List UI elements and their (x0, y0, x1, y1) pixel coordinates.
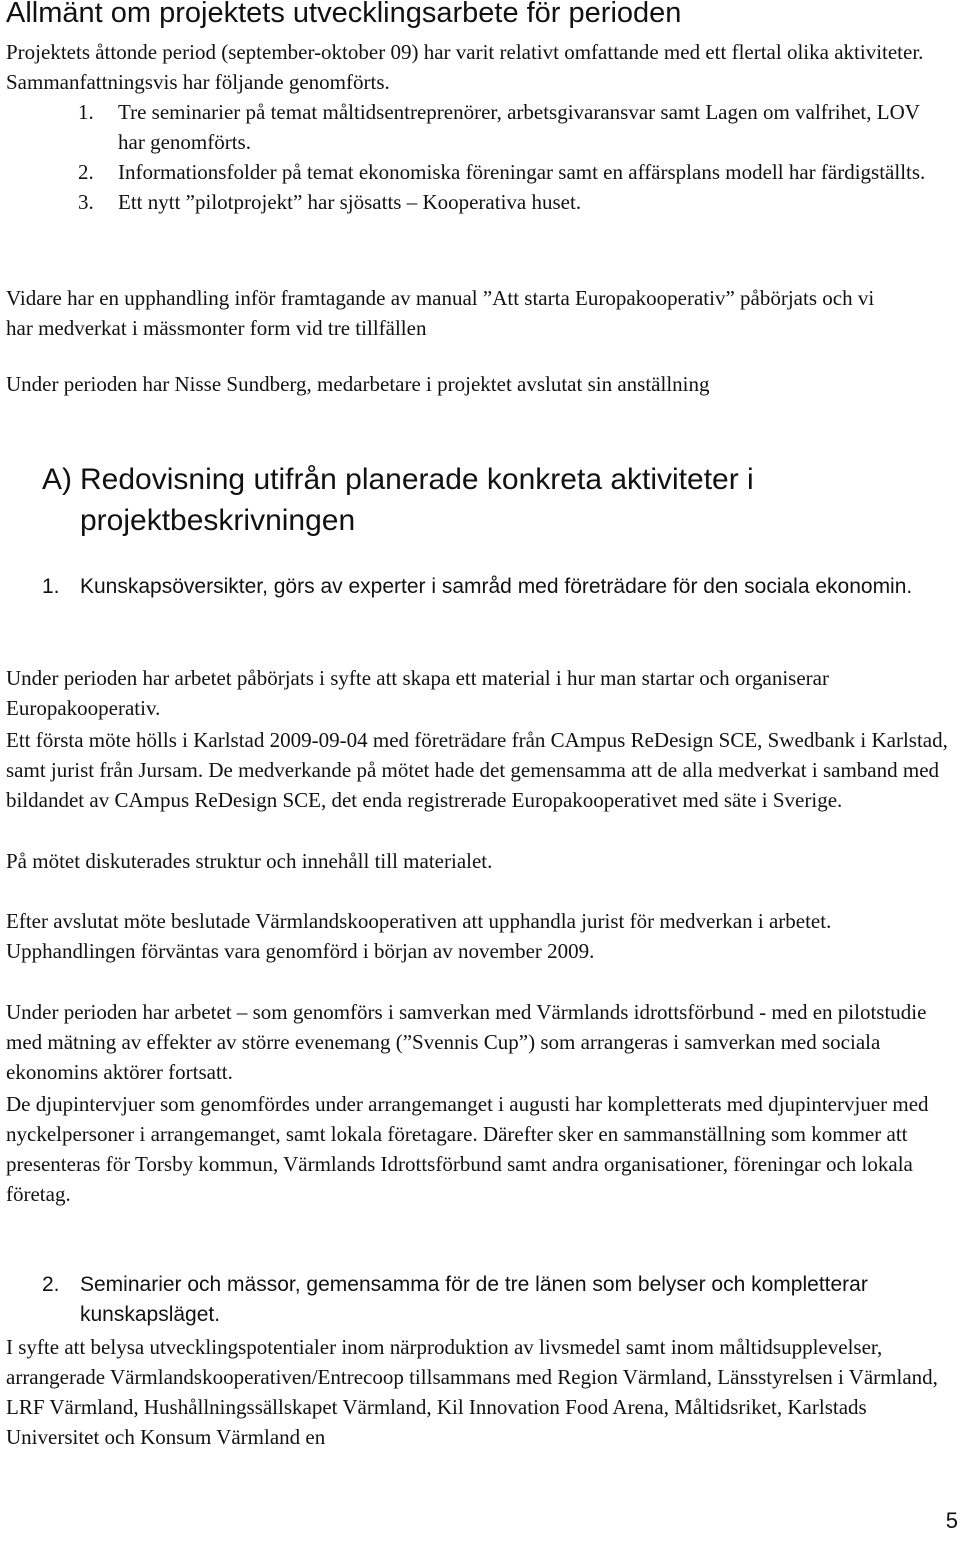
paragraph-djupintervjuer: De djupintervjuer som genomfördes under arrangemanget i augusti har kompletterats med djupintervjuer med nyckelpersoner i arrangemanget, samt lokala företagare. Därefter sker en sammanställning som kommer att presenteras för Torsby kommun, Värmlands Idrottsförbund samt andra organisationer, föreningar och lokala företag. (6, 1092, 929, 1206)
section-a-title: Redovisning utifrån planerade konkreta aktiviteter i projektbeskrivningen (80, 463, 754, 537)
list-item-text: Informationsfolder på temat ekonomiska föreningar samt en affärsplans modell har färdigställts. (118, 160, 926, 184)
paragraph-idrott: Under perioden har arbetet – som genomförs i samverkan med Värmlands idrottsförbund - med en pilotstudie med mätning av effekter av större evenemang (”Svennis Cup”) som arrangeras i samverkan med sociala ekonomins aktörer fortsatt. (6, 1000, 927, 1084)
list-item (6, 97, 951, 157)
list-item (6, 157, 951, 187)
subheading-1 (42, 572, 952, 602)
list-item-number: 2. (78, 160, 94, 184)
intro-paragraph: Projektets åttonde period (september-oktober 09) har varit relativt omfattande med ett flertal olika aktiviteter. Sammanfattningsvis har följande genomförts. (6, 40, 924, 94)
paragraph-nisse: Under perioden har Nisse Sundberg, medarbetare i projektet avslutat sin anställning (6, 372, 710, 396)
subheading-2-title: Seminarier och mässor, gemensamma för de tre länen som belyser och kompletterar kunskapsläget. (80, 1273, 868, 1326)
section-heading: Allmänt om projektets utvecklingsarbete för perioden (6, 0, 682, 29)
paragraph-vidare: Vidare har en upphandling inför framtagande av manual ”Att starta Europakooperativ” påbörjats och vi har medverkat i mässmonter form vid tre tillfällen (6, 286, 875, 340)
subheading-1-title: Kunskapsöversikter, görs av experter i samråd med företrädare för den sociala ekonomin. (80, 575, 913, 598)
subheading-1-number: 1. (42, 575, 60, 598)
section-a-heading (42, 459, 942, 541)
list-item-text: Tre seminarier på temat måltidsentreprenörer, arbetsgivaransvar samt Lagen om valfrihet, LOV har genomförts. (118, 100, 920, 154)
paragraph-mote: Ett första möte hölls i Karlstad 2009-09-04 med företrädare från CAmpus ReDesign SCE, Swedbank i Karlstad, samt jurist från Jursam. De medverkande på mötet hade det gemensamma att de alla medverkat i samband med bildandet av CAmpus ReDesign SCE, det enda registrerade Europakooperativet med säte i Sverige. (6, 728, 948, 812)
paragraph-syfte: I syfte att belysa utvecklingspotentialer inom närproduktion av livsmedel samt inom måltidsupplevelser, arrangerade Värmlandskooperativen/Entrecoop tillsammans med Region Värmland, Länsstyrelsen i Värmland, LRF Värmland, Hushållningssällskapet Värmland, Kil Innovation Food Arena, Måltidsriket, Karlstads Universitet och Konsum Värmland en (6, 1335, 938, 1449)
list-item (6, 187, 951, 217)
activity-list (6, 97, 951, 217)
paragraph-arbetet: Under perioden har arbetet påbörjats i syfte att skapa ett material i hur man startar och organiserar Europakooperativ. (6, 666, 829, 720)
subheading-2 (42, 1270, 952, 1330)
list-item-text: Ett nytt ”pilotprojekt” har sjösatts – Kooperativa huset. (118, 190, 582, 214)
subheading-2-number: 2. (42, 1273, 60, 1296)
paragraph-diskuterades: På mötet diskuterades struktur och innehåll till materialet. (6, 849, 493, 873)
paragraph-efter: Efter avslutat möte beslutade Värmlandskooperativen att upphandla jurist för medverkan i arbetet. Upphandlingen förväntas vara genomförd i början av november 2009. (6, 909, 832, 963)
page-number: 5 (945, 1508, 958, 1533)
section-a-label: A) (42, 463, 72, 496)
list-item-number: 1. (78, 100, 94, 124)
list-item-number: 3. (78, 190, 94, 214)
